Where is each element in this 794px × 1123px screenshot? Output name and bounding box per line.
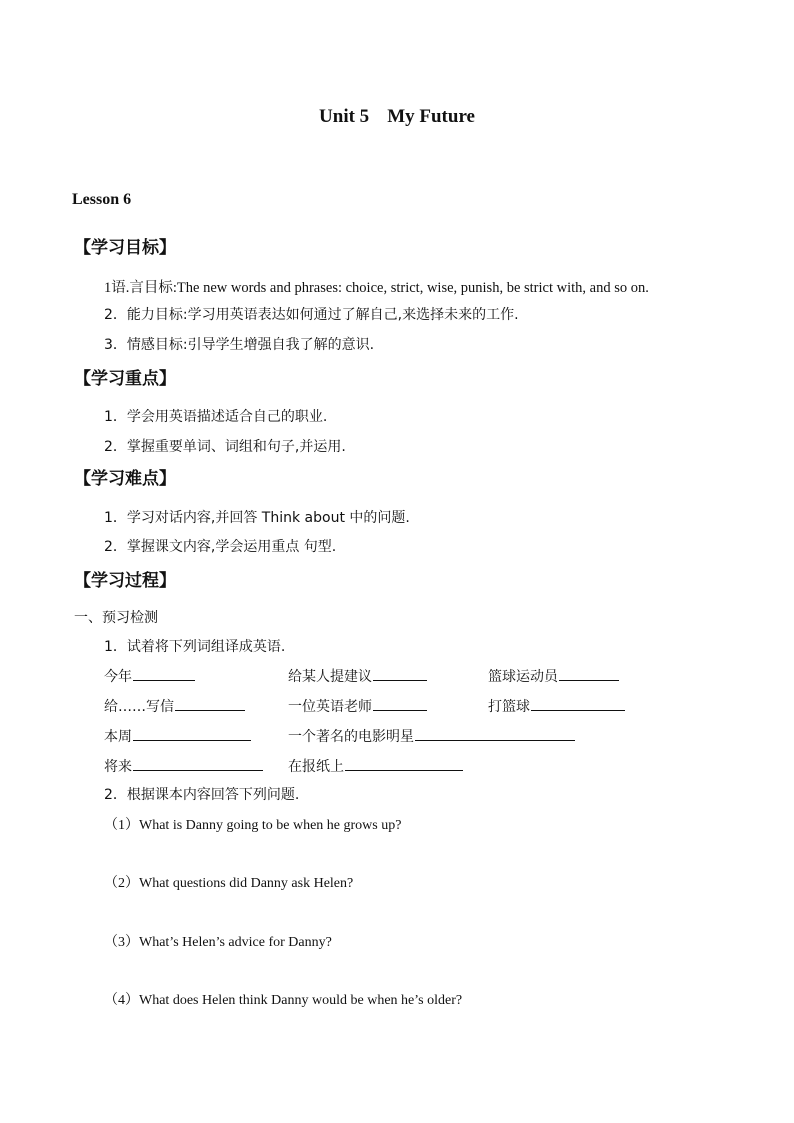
vocab-item: 给……写信 — [104, 696, 245, 716]
vocab-item: 给某人提建议 — [288, 666, 427, 686]
question-1: （1）What is Danny going to be when he grows up? — [104, 818, 402, 833]
goal-item-1: 1语.言目标:The new words and phrases: choice, strict, wise, punish, be strict with, and so on. — [104, 280, 649, 296]
goal-item-3: 3．情感目标:引导学生增强自我了解的意识. — [104, 337, 375, 353]
section-heading-key-points: 【学习重点】 — [74, 369, 176, 389]
vocab-item: 在报纸上 — [288, 756, 463, 776]
vocab-item: 一个著名的电影明星 — [288, 726, 575, 746]
answer-blank[interactable] — [531, 696, 625, 711]
question-3: （3）What’s Helen’s advice for Danny? — [104, 935, 332, 950]
answer-blank[interactable] — [345, 756, 463, 771]
section-heading-process: 【学习过程】 — [74, 571, 176, 591]
vocab-item: 打篮球 — [488, 696, 625, 716]
task-1-instruction: 1．试着将下列词组译成英语. — [104, 639, 286, 655]
answer-blank[interactable] — [373, 696, 427, 711]
difficulty-item-1: 1．学习对话内容,并回答 Think about 中的问题. — [104, 510, 410, 526]
unit-topic: My Future — [387, 106, 475, 127]
vocab-item: 今年 — [104, 666, 195, 686]
task-2-instruction: 2．根据课本内容回答下列问题. — [104, 787, 300, 803]
page-title — [0, 106, 794, 128]
answer-blank[interactable] — [133, 726, 251, 741]
key-point-item-1: 1．学会用英语描述适合自己的职业. — [104, 409, 328, 425]
answer-blank[interactable] — [175, 696, 245, 711]
vocab-item: 本周 — [104, 726, 251, 746]
question-2: （2）What questions did Danny ask Helen? — [104, 876, 354, 891]
difficulty-item-2: 2．掌握课文内容,学会运用重点 句型. — [104, 539, 337, 555]
unit-label: Unit 5 — [319, 106, 370, 127]
vocab-item: 将来 — [104, 756, 263, 776]
vocab-item: 篮球运动员 — [488, 666, 619, 686]
answer-blank[interactable] — [133, 666, 195, 681]
question-4: （4）What does Helen think Danny would be when he’s older? — [104, 993, 463, 1008]
section-heading-goals: 【学习目标】 — [74, 238, 176, 258]
answer-blank[interactable] — [373, 666, 427, 681]
key-point-item-2: 2．掌握重要单词、词组和句子,并运用. — [104, 439, 346, 455]
goal-item-2: 2．能力目标:学习用英语表达如何通过了解自己,来选择未来的工作. — [104, 307, 519, 323]
lesson-label: Lesson 6 — [72, 191, 132, 208]
answer-blank[interactable] — [559, 666, 619, 681]
answer-blank[interactable] — [133, 756, 263, 771]
vocab-item: 一位英语老师 — [288, 696, 427, 716]
part-one-label: 一、预习检测 — [74, 610, 158, 626]
section-heading-difficulties: 【学习难点】 — [74, 469, 176, 489]
answer-blank[interactable] — [415, 726, 575, 741]
